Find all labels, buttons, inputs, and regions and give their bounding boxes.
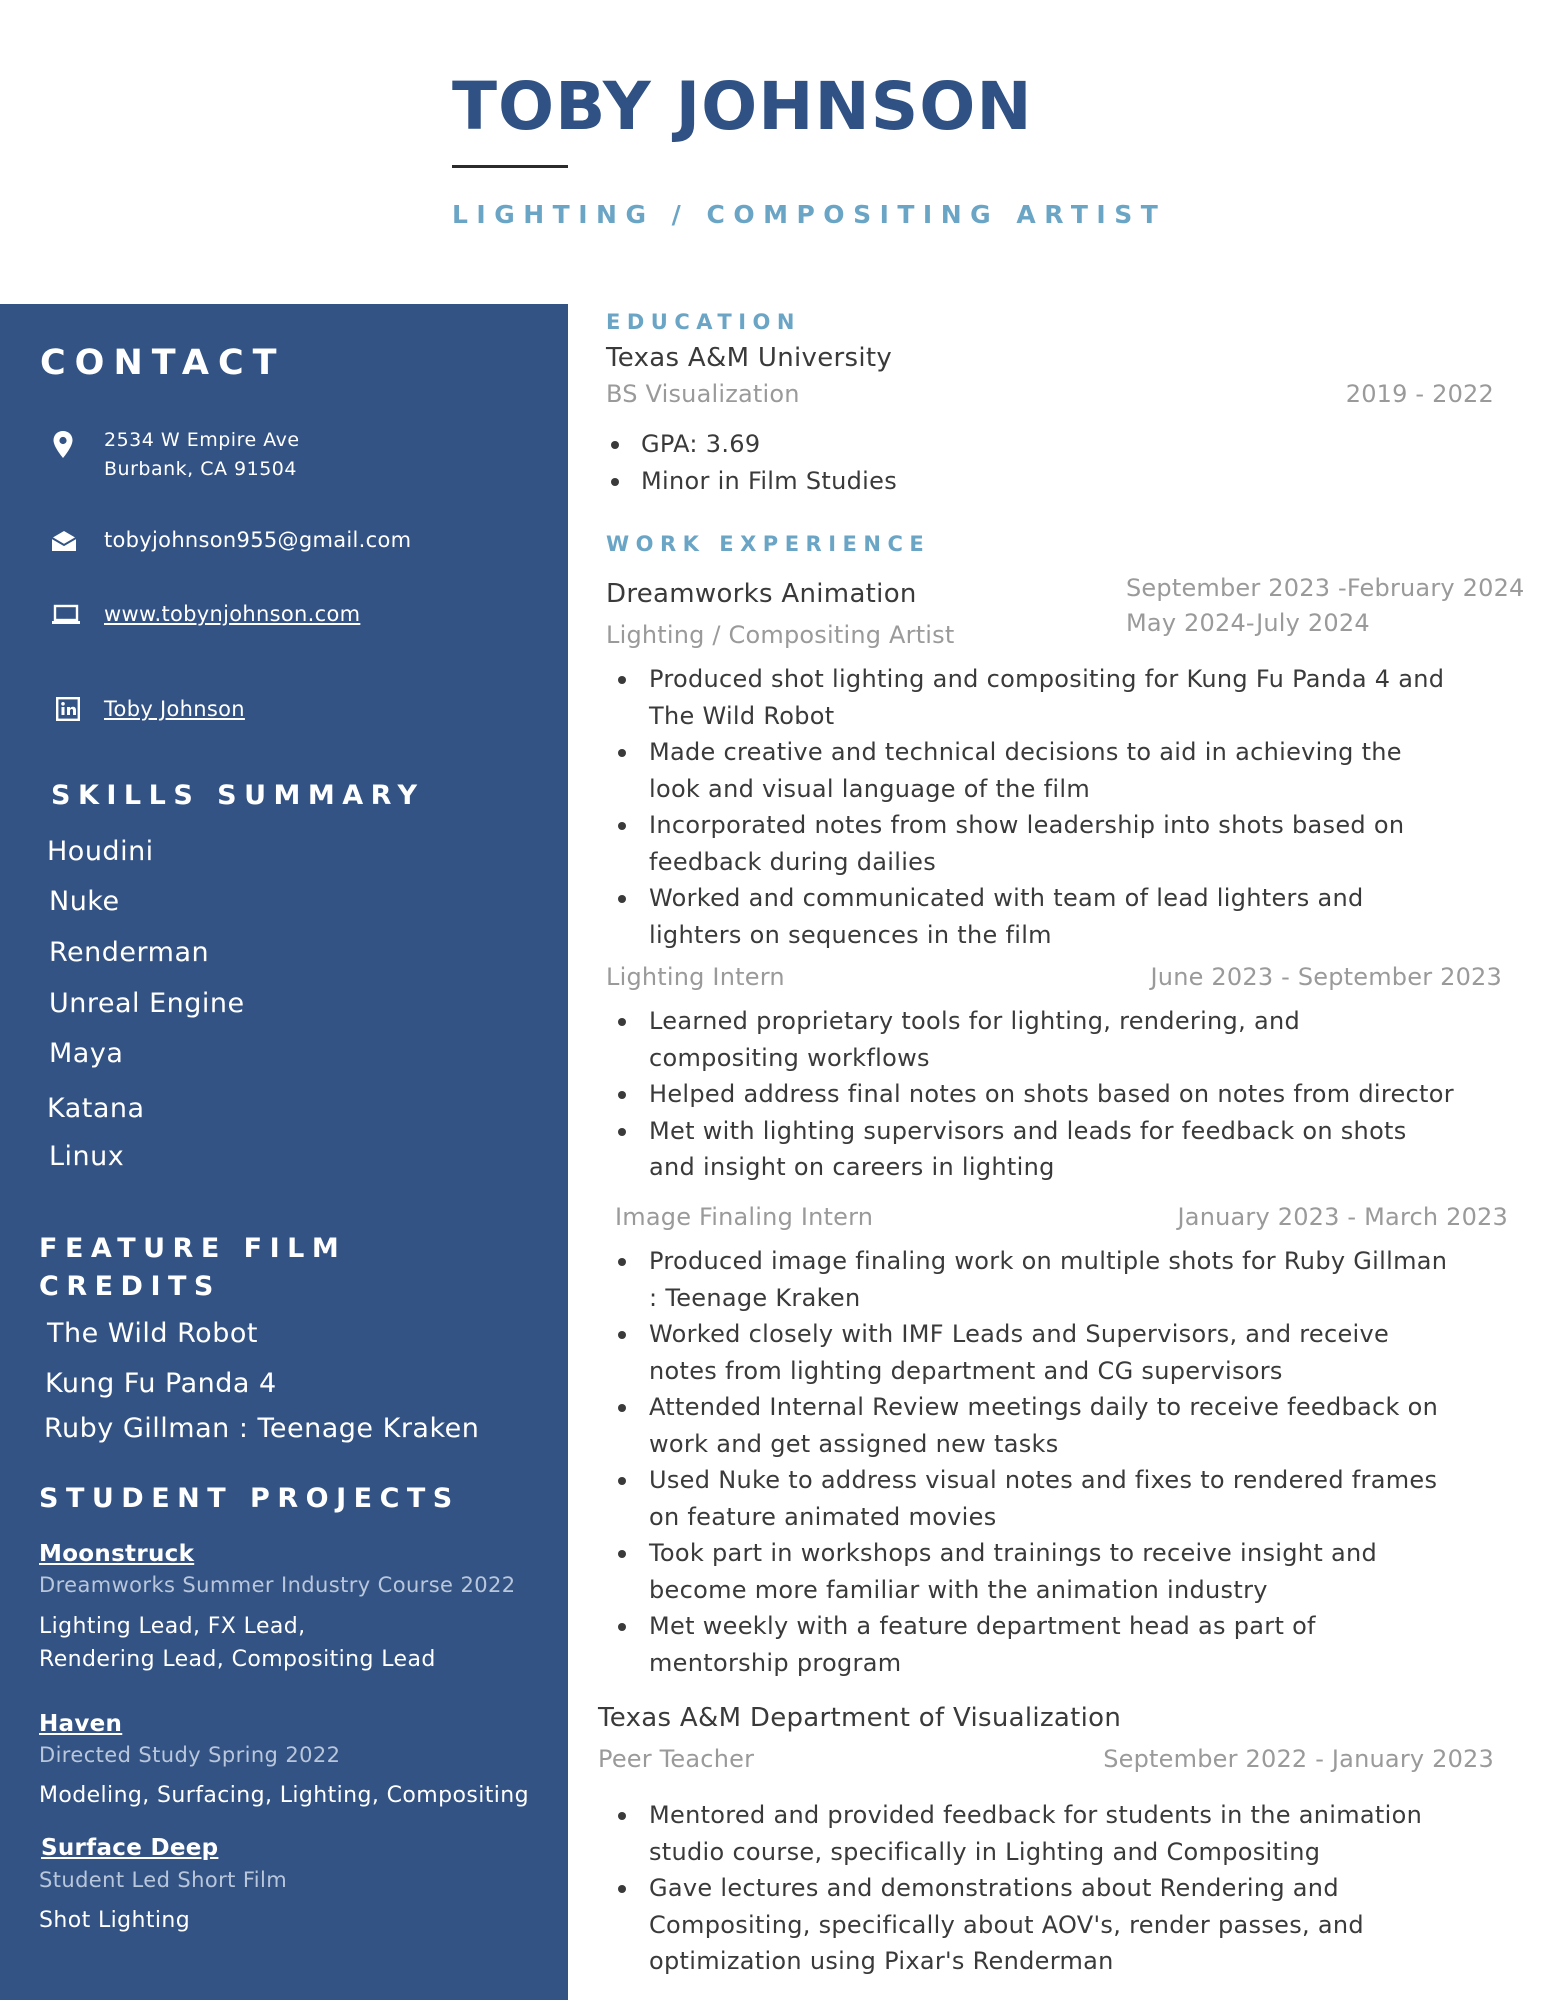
job-dates: September 2022 - January 2023 [1103, 1745, 1494, 1773]
credit-item: Ruby Gillman : Teenage Kraken [44, 1413, 480, 1444]
job-dates: May 2024-July 2024 [1126, 609, 1370, 637]
name-underline [452, 165, 568, 168]
contact-heading: CONTACT [40, 343, 286, 383]
credit-item: Kung Fu Panda 4 [45, 1368, 277, 1399]
project-subtitle: Directed Study Spring 2022 [39, 1743, 341, 1767]
linkedin-link[interactable]: Toby Johnson [104, 697, 245, 721]
website-link[interactable]: www.tobynjohnson.com [104, 602, 361, 626]
project-title-link[interactable]: Moonstruck [39, 1541, 195, 1567]
job-dates: January 2023 - March 2023 [1177, 1203, 1508, 1231]
laptop-icon [51, 604, 81, 630]
address-line-2: Burbank, CA 91504 [104, 458, 297, 480]
list-item: Incorporated notes from show leadership into shots based on feedback during dailies [606, 807, 1456, 880]
candidate-name: TOBY JOHNSON [452, 68, 1033, 145]
list-item: Met weekly with a feature department head as part of mentorship program [606, 1608, 1456, 1681]
envelope-icon [51, 530, 77, 556]
education-bullets [606, 426, 1406, 499]
school-name: Texas A&M University [606, 343, 893, 373]
list-item: Made creative and technical decisions to aid in achieving the look and visual language of the film [606, 734, 1456, 807]
project-title-link[interactable]: Haven [39, 1711, 123, 1737]
job-role: Image Finaling Intern [615, 1203, 874, 1231]
education-heading: EDUCATION [606, 310, 801, 334]
list-item: Learned proprietary tools for lighting, rendering, and compositing workflows [606, 1003, 1456, 1076]
project-subtitle: Dreamworks Summer Industry Course 2022 [39, 1573, 516, 1597]
employer-name: Texas A&M Department of Visualization [598, 1703, 1122, 1733]
job-dates: June 2023 - September 2023 [1150, 963, 1502, 991]
skill-item: Nuke [49, 886, 120, 917]
list-item: Produced shot lighting and compositing for Kung Fu Panda 4 and The Wild Robot [606, 661, 1456, 734]
credit-item: The Wild Robot [47, 1318, 258, 1349]
list-item: Helped address final notes on shots based on notes from director [606, 1076, 1456, 1113]
project-title-link[interactable]: Surface Deep [41, 1835, 219, 1861]
job-role: Peer Teacher [598, 1745, 755, 1773]
linkedin-icon [56, 697, 80, 725]
work-experience-heading: WORK EXPERIENCE [606, 532, 931, 556]
job-bullets [606, 1243, 1456, 1681]
job-bullets [606, 1797, 1456, 1980]
job-bullets [606, 661, 1456, 953]
skill-item: Renderman [49, 937, 210, 968]
skill-item: Houdini [47, 836, 154, 867]
email-text: tobyjohnson955@gmail.com [104, 528, 412, 552]
list-item: Mentored and provided feedback for students in the animation studio course, specifically in Lighting and Compositing [606, 1797, 1456, 1870]
list-item: GPA: 3.69 [606, 426, 1406, 463]
job-role: Lighting Intern [606, 963, 785, 991]
project-roles: Modeling, Surfacing, Lighting, Compositing [39, 1783, 529, 1808]
project-roles: Rendering Lead, Compositing Lead [39, 1647, 436, 1672]
employer-name: Dreamworks Animation [606, 579, 917, 609]
list-item: Produced image finaling work on multiple shots for Ruby Gillman : Teenage Kraken [606, 1243, 1456, 1316]
skill-item: Linux [49, 1141, 125, 1172]
projects-heading: STUDENT PROJECTS [39, 1483, 460, 1514]
address-line-1: 2534 W Empire Ave [104, 429, 300, 451]
list-item: Took part in workshops and trainings to receive insight and become more familiar with the animation industry [606, 1535, 1456, 1608]
skill-item: Maya [49, 1038, 124, 1069]
skill-item: Unreal Engine [49, 988, 245, 1019]
credits-heading-line-2: CREDITS [39, 1271, 221, 1302]
job-bullets [606, 1003, 1456, 1186]
job-title: LIGHTING / COMPOSITING ARTIST [452, 200, 1167, 229]
project-roles: Lighting Lead, FX Lead, [39, 1614, 306, 1639]
job-dates: September 2023 -February 2024 [1126, 574, 1525, 602]
skill-item: Katana [47, 1093, 145, 1124]
degree: BS Visualization [606, 380, 800, 408]
list-item: Gave lectures and demonstrations about Rendering and Compositing, specifically about AOV's, render passes, and optimization using Pixar's Renderman [606, 1870, 1456, 1980]
list-item: Worked and communicated with team of lead lighters and lighters on sequences in the film [606, 880, 1456, 953]
map-pin-icon [51, 430, 75, 464]
education-dates: 2019 - 2022 [1345, 380, 1494, 408]
job-role: Lighting / Compositing Artist [606, 621, 955, 649]
project-subtitle: Student Led Short Film [39, 1868, 288, 1892]
credits-heading-line-1: FEATURE FILM [39, 1233, 347, 1264]
list-item: Minor in Film Studies [606, 463, 1406, 500]
list-item: Worked closely with IMF Leads and Supervisors, and receive notes from lighting department and CG supervisors [606, 1316, 1456, 1389]
list-item: Met with lighting supervisors and leads for feedback on shots and insight on careers in lighting [606, 1113, 1456, 1186]
project-roles: Shot Lighting [39, 1908, 191, 1933]
skills-heading: SKILLS SUMMARY [51, 780, 425, 811]
list-item: Attended Internal Review meetings daily to receive feedback on work and get assigned new tasks [606, 1389, 1456, 1462]
list-item: Used Nuke to address visual notes and fixes to rendered frames on feature animated movies [606, 1462, 1456, 1535]
